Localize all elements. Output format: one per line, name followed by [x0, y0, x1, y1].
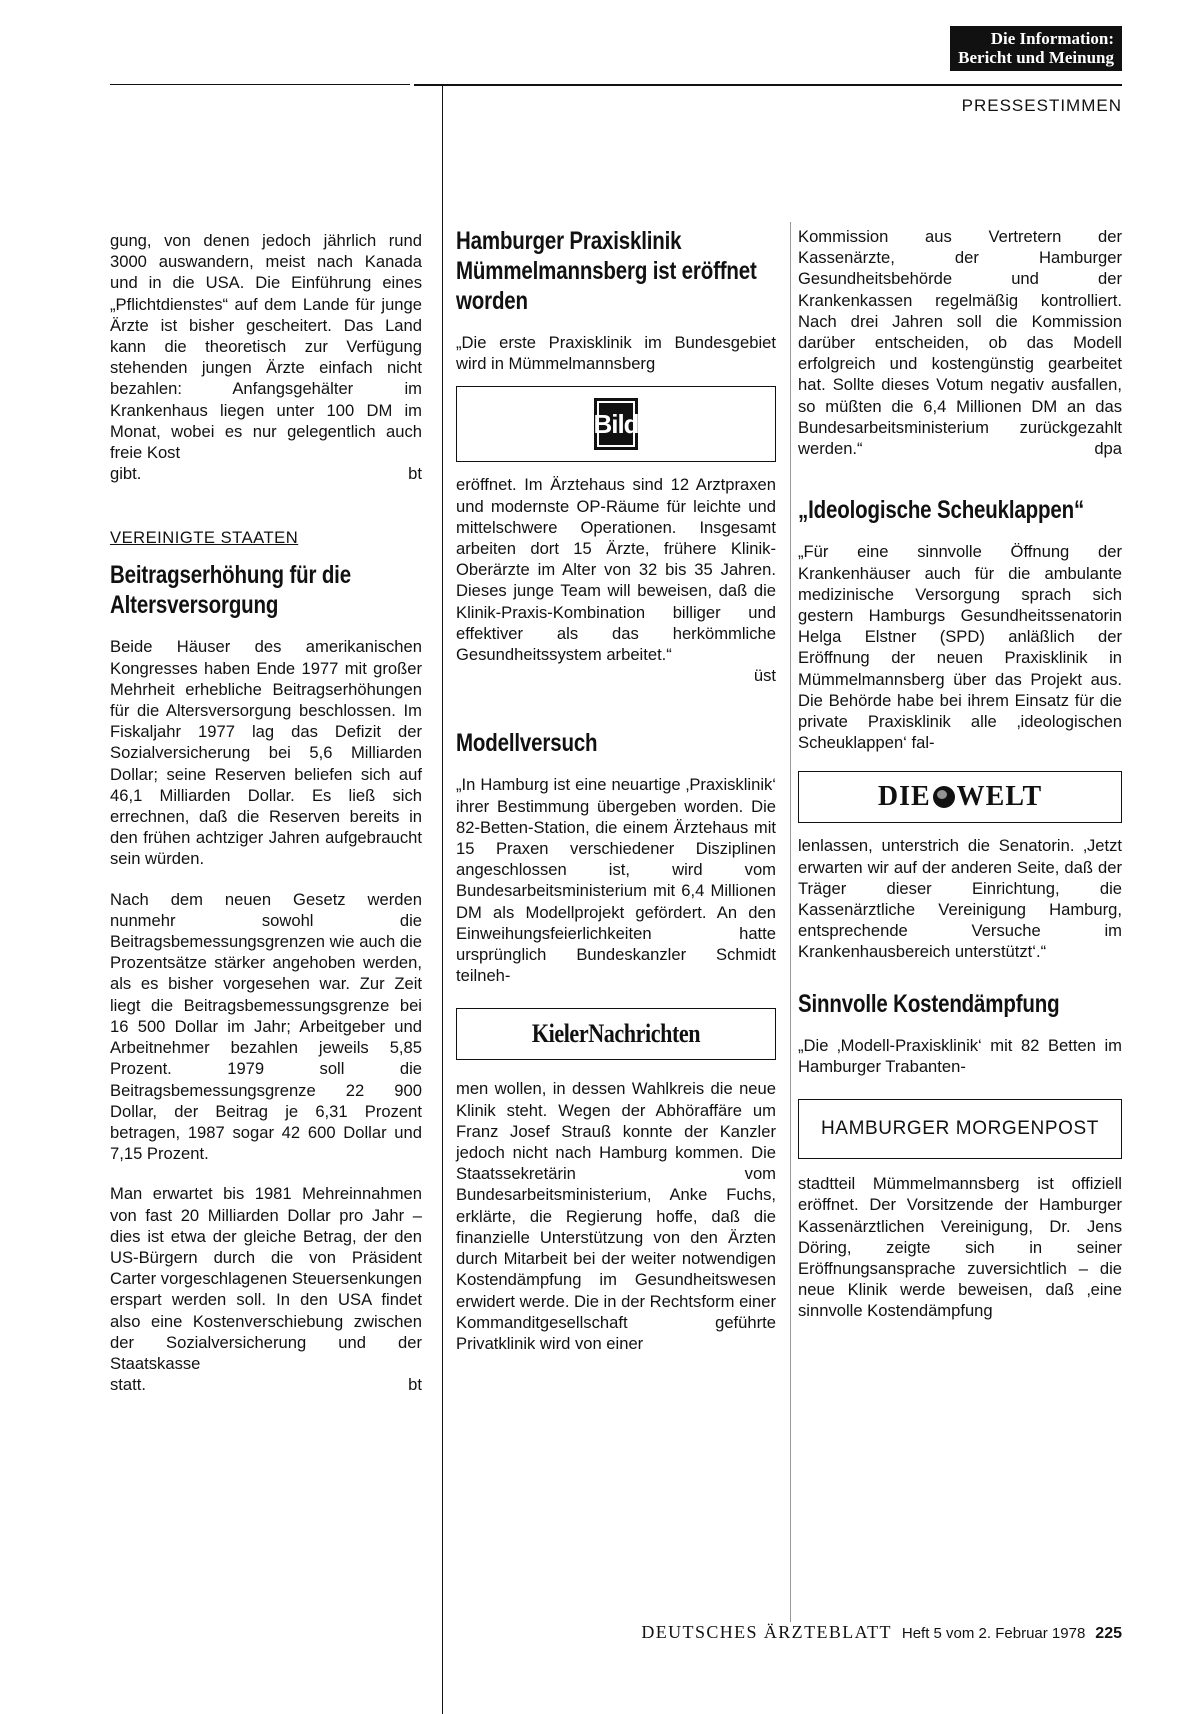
col2-paragraph-1: „Die erste Praxisklinik im Bundesgebiet wird in Mümmelmannsberg — [456, 333, 776, 374]
author-signature: bt — [408, 464, 422, 484]
page-footer — [641, 1622, 1122, 1643]
headline-block — [798, 989, 1122, 1019]
column-divider — [442, 84, 443, 1714]
col3-paragraph-1: Kommission aus Vertretern der Kassenärzte, der Hamburger Gesundheitsbehörde und der Krankenkassen regelmäßig kontrolliert. Nach drei Jahren soll die Kommission darüber entscheiden, ob das Modell erfolgreich und kostengünstig gearbeitet hat. Sollte dieses Votum negativ ausfallen, so müßten die 6,4 Millionen DM an das Bundesarbeitsministerium zurückgezahlt werden.“ — [798, 227, 1122, 459]
headline-block — [456, 226, 776, 316]
col1-paragraph-1: gung, von denen jedoch jährlich rund 3000 auswandern, meist nach Kanada und in die USA. Die Einführung eines „Pflichtdienstes“ auf dem Lande für junge Ärzte ist bisher gescheitert. Das Land kann die theoretisch zur Verfügung stehenden jungen Ärzte einfach nicht bezahlen: Anfangsgehälter im Krankenhaus liegen unter 100 DM im Monat, wobei es nur gelegentlich auch freie Kost — [110, 231, 422, 463]
section-label: PRESSESTIMMEN — [961, 96, 1122, 115]
globe-icon — [933, 786, 955, 808]
badge-line-2: Bericht und Meinung — [958, 48, 1114, 67]
col1-paragraph-3: Nach dem neuen Gesetz werden nunmehr sowohl die Beitragsbemessungsgrenzen wie auch die Prozentsätze stärker angehoben werden, als es bisher vorgesehen war. Zur Zeit liegt die Beitragsbemessungsgrenze bei 16 500 Dollar im Jahr; Arbeitgeber und Arbeitnehmer bezahlen jeweils 5,85 Prozent. 1979 soll die Beitragsbemessungsgrenze 22 900 Dollar, der Beitrag je 6,31 Prozent betragen, 1987 sogar 42 600 Dollar und 7,15 Prozent. — [110, 889, 422, 1164]
issue-info: Heft 5 vom 2. Februar 1978 — [901, 1625, 1086, 1642]
col2-paragraph-2: eröffnet. Im Ärztehaus sind 12 Arztpraxen und modernste OP-Räume für leichte und mittelschwere Operationen. Insgesamt arbeiten dort 15 Ärzte, frühere Klinik-Oberärzte im Alter von 32 bis 35 Jahren. Dieses junge Team will beweisen, daß die Klinik-Praxis-Kombination billiger und effektiver als das herkömmliche Gesundheitssystem arbeitet.“ — [456, 475, 776, 665]
column-3 — [798, 226, 1122, 1322]
col3-paragraph-4: „Die ‚Modell-Praxisklinik‘ mit 82 Betten im Hamburger Trabanten- — [798, 1035, 1122, 1076]
col3-paragraph-2: „Für eine sinnvolle Öffnung der Krankenhäuser auch für die ambulante medizinische Versorgung sprach sich gestern Hamburgs Gesundheitssenatorin Helga Elstner (SPD) anläßlich der Eröffnung der neuen Praxisklinik in Mümmelmannsberg über das Projekt aus. Die Behörde habe bei ihrem Einsatz für die private Praxisklinik alle ‚ideologischen Scheuklappen‘ fal- — [798, 542, 1122, 753]
col1-paragraph-4: Man erwartet bis 1981 Mehreinnahmen von fast 20 Milliarden Dollar pro Jahr – dies ist etwa der gleiche Betrag, der den US-Bürgern durch die von Präsident Carter vorgeschlagenen Steuersenkungen erspart werden soll. In den USA findet also eine Kostenverschiebung zwischen der Sozialversicherung und der Staatskasse — [110, 1184, 422, 1373]
article-headline: Modellversuch — [456, 729, 598, 758]
author-signature: bt — [408, 1375, 422, 1395]
article-headline: „Ideologische Scheuklappen“ — [798, 496, 1085, 525]
author-signature: dpa — [1094, 439, 1122, 459]
article-headline: Beitragserhöhung für die Altersversorgung — [110, 561, 351, 620]
country-rubric: VEREINIGTE STAATEN — [110, 528, 299, 548]
article-headline: Sinnvolle Kostendämpfung — [798, 989, 1060, 1018]
kieler-nachrichten-logo: KielerNachrichten — [531, 1019, 701, 1049]
col3-paragraph-5: stadtteil Mümmelmannsberg ist offiziell eröffnet. Der Vorsitzende der Hamburger Kassenärztlichen Vereinigung, Dr. Jens Döring, zeigte sich in seiner Eröffnungsansprache zuversichtlich – die neue Klinik werde beweisen, daß ‚eine sinnvolle Kostendämpfung — [798, 1174, 1122, 1321]
author-signature: üst — [753, 666, 776, 686]
top-rule-left — [110, 84, 410, 85]
top-rule — [414, 84, 1122, 86]
newspaper-logo-box — [456, 386, 776, 462]
col2-paragraph-2-end — [456, 665, 776, 686]
journal-name: DEUTSCHES ÄRZTEBLATT — [641, 1622, 892, 1642]
col2-paragraph-4: men wollen, in dessen Wahlkreis die neue Klinik steht. Wegen der Abhöraffäre um Franz Josef Strauß konnte der Kanzler jedoch nicht nach Hamburg kommen. Die Staatssekretärin vom Bundesarbeitsministerium, Anke Fuchs, erklärte, die Regierung hoffe, daß die finanzielle Unterstützung von den Ärzten durch Mitarbeit bei der weiter notwendigen Kostendämpfung im Gesundheitswesen erwidert werde. Die in der Rechtsform einer Kommanditgesellschaft geführte Privatklinik wird von einer — [456, 1079, 777, 1353]
col1-p4-last: statt. — [110, 1375, 146, 1395]
col1-paragraph-4-end — [110, 1374, 422, 1395]
col2-paragraph-3: „In Hamburg ist eine neuartige ‚Praxisklinik‘ ihrer Bestimmung übergeben worden. Die 82-Betten-Station, die einem Ärztehaus mit 15 Praxen verschiedener Disziplinen angeschlossen ist, wird vom Bundesarbeitsministerium mit 6,4 Millionen DM als Modellprojekt gefördert. An den Einweihungsfeierlichkeiten hatte ursprünglich Bundeskanzler Schmidt teilneh- — [456, 775, 776, 986]
headline-block — [110, 560, 422, 620]
column-1 — [110, 230, 422, 1395]
col1-p1-last: gibt. — [110, 464, 142, 484]
newspaper-logo-box — [456, 1008, 776, 1060]
page-number: 225 — [1095, 1625, 1122, 1642]
bild-logo: Bild — [594, 398, 638, 450]
section-badge — [950, 26, 1122, 71]
headline-block — [456, 728, 776, 758]
die-welt-logo-right: WELT — [956, 781, 1043, 813]
col3-paragraph-3: lenlassen, unterstrich die Senatorin. ‚Jetzt erwarten wir auf der anderen Seite, daß der Träger dieser Einrichtung, die Kassenärztliche Vereinigung Hamburg, entsprechende Versuche im Krankenhausbereich unterstützt‘.“ — [798, 836, 1122, 962]
column-2 — [456, 226, 776, 1354]
die-welt-logo-left: DIE — [877, 781, 931, 813]
article-headline: Hamburger Praxisklinik Mümmelmannsberg ist eröffnet worden — [456, 227, 757, 315]
col1-paragraph-1-end — [110, 463, 422, 484]
headline-block — [798, 495, 1122, 525]
column-divider-2 — [790, 222, 791, 1622]
newspaper-logo-box — [798, 1099, 1122, 1159]
col1-paragraph-2: Beide Häuser des amerikanischen Kongresses haben Ende 1977 mit großer Mehrheit erhebliche Beitragserhöhungen für die Altersversorgung beschlossen. Im Fiskaljahr 1977 lag das Defizit der Sozialversicherung bei 5,6 Milliarden Dollar; seine Reserven beliefen sich auf 46,1 Milliarden Dollar. Es ließ sich errechnen, daß die Reserven bereits in den frühen achtziger Jahren aufgebraucht sein würden. — [110, 637, 422, 869]
newspaper-logo-box — [798, 771, 1122, 823]
badge-line-1: Die Information: — [990, 29, 1114, 48]
die-welt-logo — [878, 781, 1042, 813]
hamburger-morgenpost-logo: HAMBURGER MORGENPOST — [820, 1118, 1100, 1140]
